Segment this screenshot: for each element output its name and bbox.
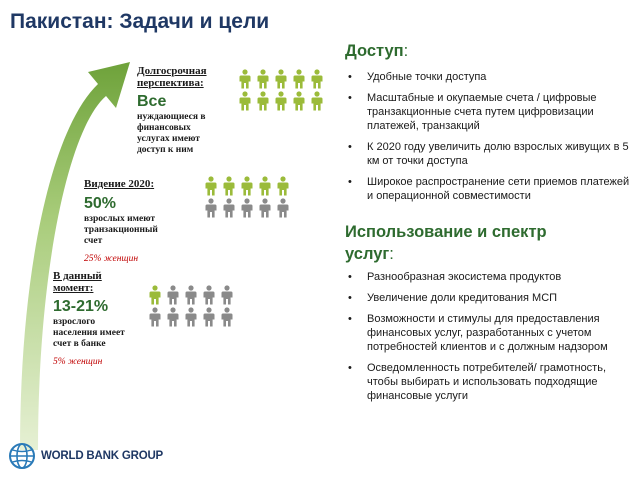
current-desc: взрослого населения имеет счет в банке [53,317,125,349]
person-icon [183,285,199,305]
current-people-icons [147,285,242,329]
access-title: Доступ: [345,42,409,60]
person-icon [239,176,255,196]
person-icon [203,198,219,218]
person-icon [147,307,163,327]
person-icon [309,91,325,111]
current-heading: В данный момент: [53,270,102,294]
list-item: • Осведомленность потребителей/ грамотность, чтобы выбирать и использовать подходящие финансовые услуги [345,361,630,403]
person-icon [273,91,289,111]
page-title: Пакистан: Задачи и цели [10,10,270,33]
person-icon [275,176,291,196]
person-icon [221,176,237,196]
usage-title: Использование и спектр услуг: [345,223,547,263]
globe-icon [8,442,36,470]
current-block [53,270,148,368]
person-icon [255,91,271,111]
list-item: • Широкое распространение сети приемов платежей и операционной совместимости [345,175,630,203]
person-icon [201,307,217,327]
current-women: 5% женщин [53,357,103,367]
person-icon [165,285,181,305]
usage-section [345,221,630,410]
world-bank-logo [8,442,163,470]
list-item: • Разнообразная экосистема продуктов [345,270,630,284]
access-section [345,40,630,210]
long-term-block [137,65,227,156]
person-icon [237,91,253,111]
long-term-desc: нуждающиеся в финансовых услугах имеют доступ к ним [137,112,206,155]
person-icon [291,69,307,89]
person-icon [237,69,253,89]
list-item: • Удобные точки доступа [345,70,630,84]
person-icon [147,285,163,305]
long-term-heading: Долгосрочная перспектива: [137,65,207,89]
usage-list [345,270,630,403]
person-icon [309,69,325,89]
vision-people-icons [203,176,298,220]
long-term-value: Все [137,93,167,110]
list-item: • Увеличение доли кредитования МСП [345,291,630,305]
person-icon [201,285,217,305]
vision-women: 25% женщин [84,254,139,264]
vision-desc: взрослых имеют транзакционный счет [84,214,158,246]
person-icon [203,176,219,196]
vision-block [84,178,174,265]
person-icon [219,285,235,305]
person-icon [183,307,199,327]
logo-text: WORLD BANK GROUP [41,450,164,462]
access-list [345,70,630,203]
person-icon [273,69,289,89]
vision-value: 50% [84,195,117,212]
person-icon [257,176,273,196]
person-icon [275,198,291,218]
list-item: • К 2020 году увеличить долю взрослых живущих в 5 км от точки доступа [345,140,630,168]
current-value: 13-21% [53,298,109,315]
person-icon [257,198,273,218]
person-icon [219,307,235,327]
person-icon [255,69,271,89]
list-item: • Возможности и стимулы для предоставления финансовых услуг, разработанных с учетом потребностей клиентов и с должным надзором [345,312,630,354]
person-icon [239,198,255,218]
person-icon [221,198,237,218]
person-icon [291,91,307,111]
list-item: • Масштабные и окупаемые счета / цифровые транзакционные счета путем цифровизации платежей, транзакций [345,91,630,133]
vision-heading: Видение 2020: [84,178,155,190]
long-term-people-icons [237,69,332,113]
person-icon [165,307,181,327]
